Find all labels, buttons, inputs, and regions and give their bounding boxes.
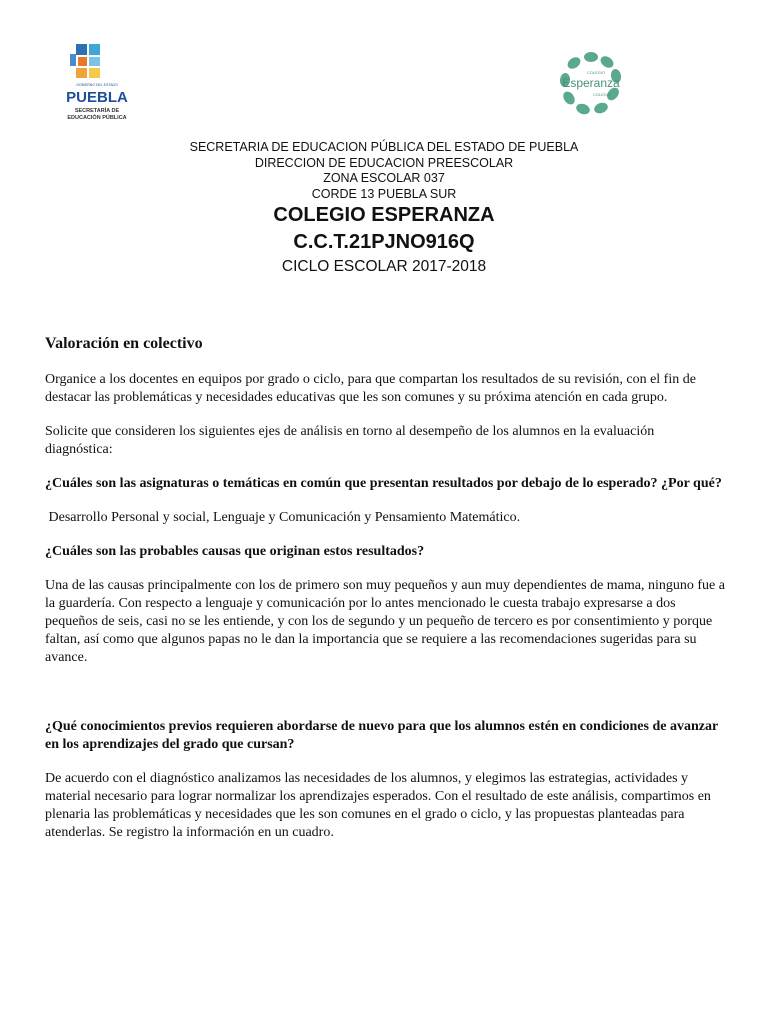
svg-text:COLEGIO: COLEGIO [592,92,612,97]
document-body [45,334,725,858]
answer-3: De acuerdo con el diagnóstico analizamos las necesidades de los alumnos, y elegimos las estrategias, actividades y material necesario para lograr normalizar los aprendizajes esperados. Con el resultado de este análisis, compartimos en plenaria las problemáticas y necesidades que les son comunes en el grado o ciclo, y las propuestas planteadas para atenderlas. Se registro la información en un cuadro. [45,771,711,840]
document-header [0,140,768,277]
section-title: Valoración en colectivo [45,335,203,352]
svg-text:GOBIERNO DEL ESTADO: GOBIERNO DEL ESTADO [76,83,118,87]
header-line-direccion: DIRECCION DE EDUCACION PREESCOLAR [254,155,514,170]
header-line-zona: ZONA ESCOLAR 037 [323,171,445,185]
answer-1: Desarrollo Personal y social, Lenguaje y Comunicación y Pensamiento Matemático. [45,510,521,525]
colegio-esperanza-logo [550,48,632,120]
svg-text:EDUCACIÓN PÚBLICA: EDUCACIÓN PÚBLICA [67,115,127,121]
school-name: COLEGIO ESPERANZA [273,204,495,226]
question-1: ¿Cuáles son las asignaturas o temáticas en común que presentan resultados por debajo de lo esperado? ¿Por qué? [45,476,722,491]
svg-text:COLEGIO: COLEGIO [586,70,606,75]
answer-2: Una de las causas principalmente con los de primero son muy pequeños y aun muy dependientes de mama, ninguno fue a la guardería. Con respecto a lenguaje y comunicación por lo antes mencionado le cuesta trabajo expresarse a dos pequeños de seis, casi no se les entiende, y con los de segundo y un pequeño de tercero es por consentimiento y porque faltan, así como que algunos papas no le dan la importancia que se requiere a las recomendaciones sugeridas para su avance. [45,578,725,665]
svg-text:PUEBLA: PUEBLA [66,89,128,106]
question-3: ¿Qué conocimientos previos requieren abordarse de nuevo para que los alumnos estén en condiciones de avanzar en los aprendizajes del grado que cursan? [45,719,718,752]
header-line-corde: CORDE 13 PUEBLA SUR [311,186,457,201]
svg-text:SECRETARÍA DE: SECRETARÍA DE [74,108,120,114]
paragraph-instructions: Solicite que consideren los siguientes ejes de análisis en torno al desempeño de los alumnos en la evaluación diagnóstica: [45,424,655,457]
paragraph-intro: Organice a los docentes en equipos por grado o ciclo, para que compartan los resultados de su revisión, con el fin de destacar las problemáticas y necesidades educativas que les son comunes y su próxima atención en cada grupo. [45,372,696,405]
school-cct: C.C.T.21PJNO916Q [293,231,475,253]
svg-text:Esperanza: Esperanza [562,76,620,90]
question-2: ¿Cuáles son las probables causas que originan estos resultados? [45,544,425,559]
header-line-secretaria: SECRETARIA DE EDUCACION PÚBLICA DEL ESTADO DE PUEBLA [189,140,579,154]
school-cycle: CICLO ESCOLAR 2017-2018 [281,258,487,275]
sep-puebla-logo [56,40,138,126]
spacer [45,683,725,718]
